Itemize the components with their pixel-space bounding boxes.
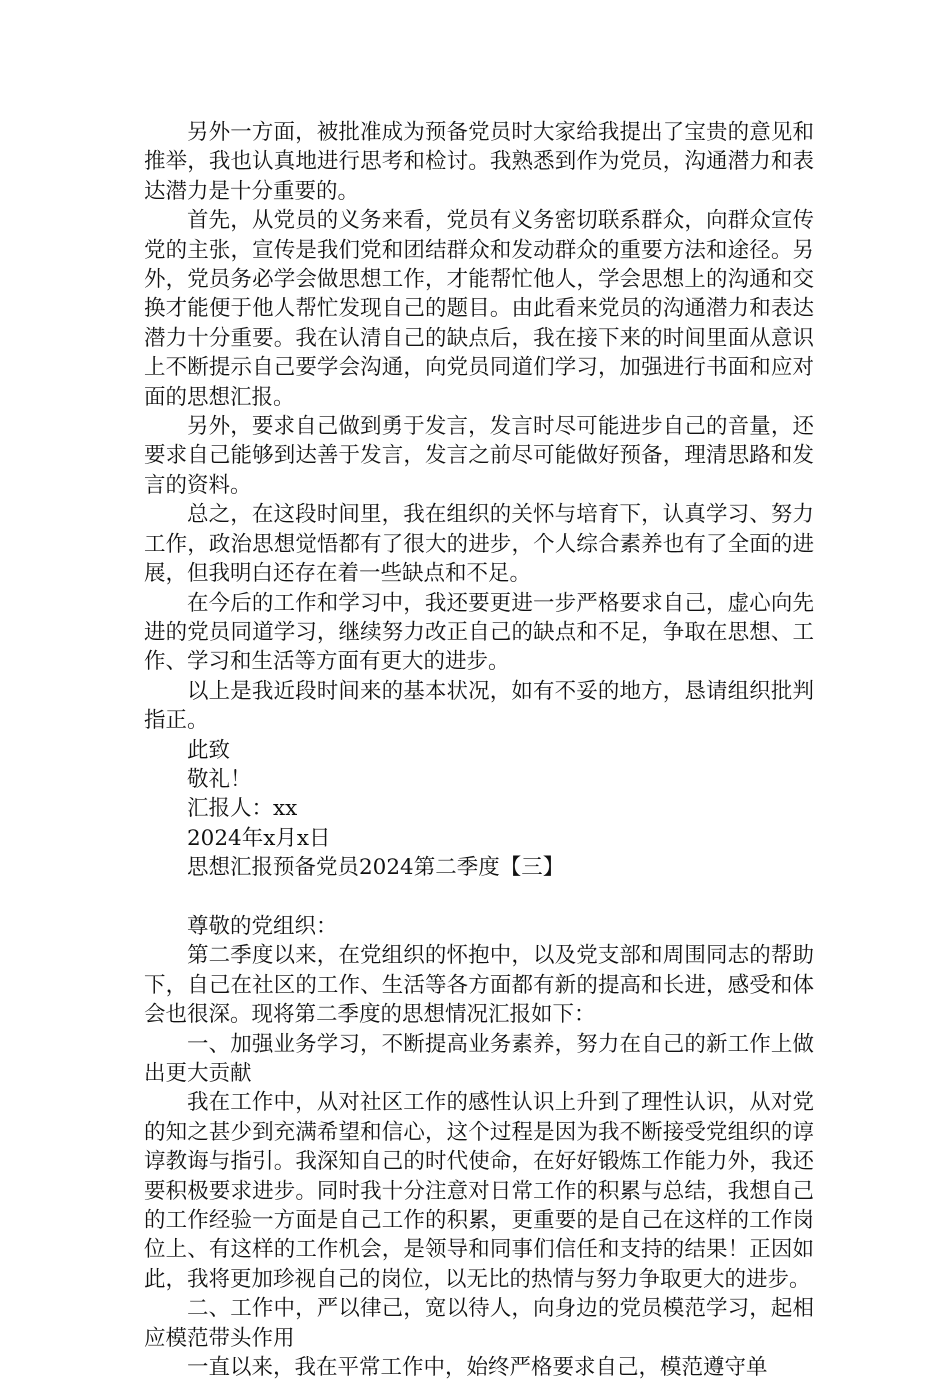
paragraph: 另外，要求自己做到勇于发言，发言时尽可能进步自己的音量，还要求自己能够到达善于发言，发言之前尽可能做好预备，理清思路和发言的资料。 [144, 414, 814, 498]
date-line: 2024年x月x日 [187, 825, 331, 851]
greeting: 尊敬的党组织： [187, 913, 338, 939]
reporter-line: 汇报人：xx [187, 796, 298, 822]
paragraph: 总之，在这段时间里，我在组织的关怀与培育下，认真学习、努力工作，政治思想觉悟都有了很大的进步，个人综合素养也有了全面的进展，但我明白还存在着一些缺点和不足。 [144, 502, 814, 587]
paragraph: 一直以来，我在平常工作中，始终严格要求自己，模范遵守单 [187, 1355, 768, 1381]
paragraph: 首先，从党员的义务来看，党员有义务密切联系群众，向群众宣传党的主张，宣传是我们党和团结群众和发动群众的重要方法和途径。另外，党员务必学会做思想工作，才能帮忙他人，学会思想上的沟通和交换才能便于他人帮忙发现自己的题目。由此看来党员的沟通潜力和表达潜力十分重要。我在认清自己的缺点后，我在接下来的时间里面从意识上不断提示自己要学会沟通，向党员同道们学习，加强进行书面和应对面的思想汇报。 [144, 208, 814, 410]
section-title: 思想汇报预备党员2024第二季度【三】 [187, 855, 565, 881]
paragraph: 第二季度以来，在党组织的怀抱中，以及党支部和周围同志的帮助下，自己在社区的工作、生活等各方面都有新的提高和长进，感受和体会也很深。现将第二季度的思想情况汇报如下： [144, 943, 814, 1028]
paragraph: 在今后的工作和学习中，我还要更进一步严格要求自己，虚心向先进的党员同道学习，继续努力改正自己的缺点和不足，争取在思想、工作、学习和生活等方面有更大的进步。 [144, 590, 814, 675]
document-body [144, 118, 814, 1382]
blank-line [144, 883, 814, 912]
paragraph: 以上是我近段时间来的基本状况，如有不妥的地方，恳请组织批判指正。 [144, 678, 814, 734]
heading-item: 二、工作中，严以律己，宽以待人，向身边的党员模范学习，起相应模范带头作用 [144, 1296, 814, 1351]
closing-salutation: 此致 [187, 737, 231, 763]
paragraph: 另外一方面，被批准成为预备党员时大家给我提出了宝贵的意见和推举，我也认真地进行思考和检讨。我熟悉到作为党员，沟通潜力和表达潜力是十分重要的。 [144, 120, 814, 204]
heading-item: 一、加强业务学习，不断提高业务素养，努力在自己的新工作上做出更大贡献 [144, 1031, 814, 1086]
closing-regards: 敬礼！ [187, 766, 252, 792]
paragraph: 我在工作中，从对社区工作的感性认识上升到了理性认识，从对党的知之甚少到充满希望和信心，这个过程是因为我不断接受党组织的谆谆教诲与指引。我深知自己的时代使命，在好好锻炼工作能力外，我还要积极要求进步。同时我十分注意对日常工作的积累与总结，我想自己的工作经验一方面是自己工作的积累，更重要的是自己在这样的工作岗位上、有这样的工作机会，是领导和同事们信任和支持的结果！正因如此，我将更加珍视自己的岗位，以无比的热情与努力争取更大的进步。 [144, 1090, 814, 1292]
